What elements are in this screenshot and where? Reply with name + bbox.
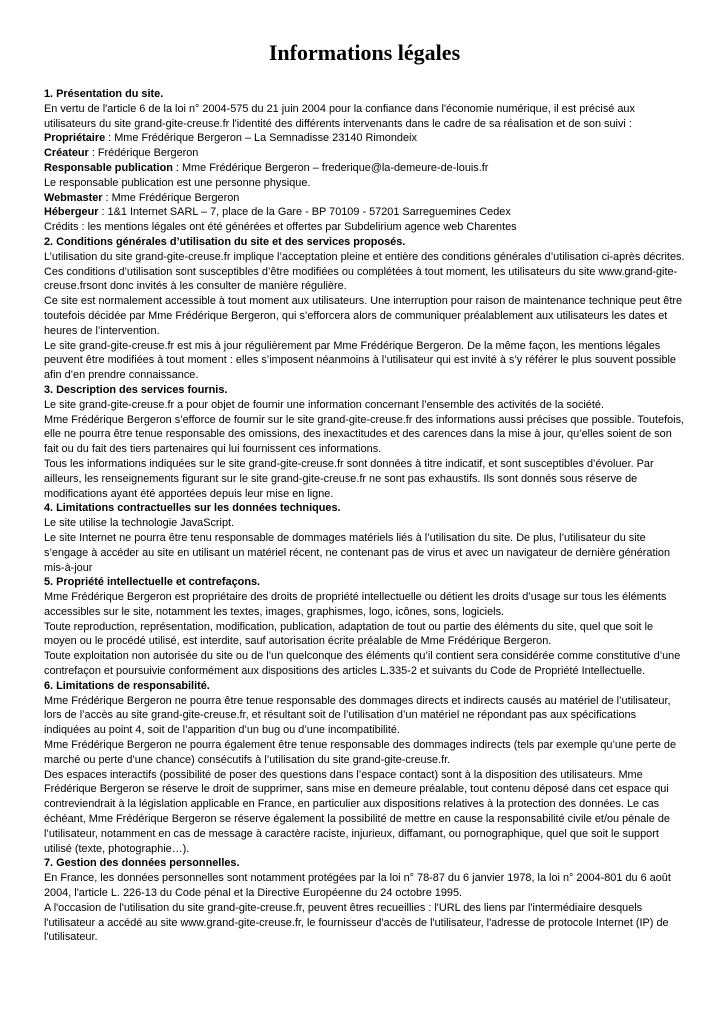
section-5-heading: 5. Propriété intellectuelle et contrefaçons. bbox=[44, 576, 261, 589]
webmaster-label: Webmaster bbox=[44, 191, 103, 204]
section-2-paragraph: Le site grand-gite-creuse.fr est mis à jour régulièrement par Mme Frédérique Bergeron. De la même façon, les mentions légales peuvent être modifiées à tout moment : elles s’imposent néanmoins à l’utilisateur qui est invité à s’y référer le plus souvent possible afin d’en prendre connaissance. bbox=[44, 339, 676, 382]
section-2-heading: 2. Conditions générales d’utilisation du site et des services proposés. bbox=[44, 235, 406, 248]
section-1-intro: En vertu de l'article 6 de la loi n° 2004-575 du 21 juin 2004 pour la confiance dans l'économie numérique, il est précisé aux utilisateurs du site grand-gite-creuse.fr l'identité des différents intervenants dans le cadre de sa réalisation et de son suivi : bbox=[44, 102, 635, 130]
section-5-paragraph: Toute reproduction, représentation, modification, publication, adaptation de tout ou partie des éléments du site, quel que soit le moyen ou le procédé utilisé, est interdite, sauf autorisation écrite préalable de Mme Frédérique Bergeron. bbox=[44, 620, 654, 648]
section-3-paragraph: Tous les informations indiquées sur le site grand-gite-creuse.fr sont données à titre indicatif, et sont susceptibles d’évoluer. Par ailleurs, les renseignements figurant sur le site grand-gite-creuse.fr ne sont pas exhaustifs. Ils sont donnés sous réserve de modifications ayant été apportées depuis leur mise en ligne. bbox=[44, 457, 654, 500]
section-6-paragraph: Mme Frédérique Bergeron ne pourra être tenue responsable des dommages directs et indirects causés au matériel de l’utilisateur, lors de l’accès au site grand-gite-creuse.fr, et résultant soit de l’utilisation d’un matériel ne répondant pas aux spécifications indiquées au point 4, soit de l’apparition d’un bug ou d’une incompatibilité. bbox=[44, 694, 671, 737]
publisher-line bbox=[44, 161, 685, 176]
publisher-label: Responsable publication bbox=[44, 161, 173, 174]
webmaster-value: : Mme Frédérique Bergeron bbox=[102, 191, 240, 204]
creator-label: Créateur bbox=[44, 147, 89, 160]
publisher-value: : Mme Frédérique Bergeron – frederique@la-demeure-de-louis.fr bbox=[172, 161, 489, 174]
publisher-note: Le responsable publication est une personne physique. bbox=[44, 176, 311, 189]
section-3-heading: 3. Description des services fournis. bbox=[44, 383, 228, 396]
section-6-heading: 6. Limitations de responsabilité. bbox=[44, 679, 210, 692]
section-1-heading: 1. Présentation du site. bbox=[44, 88, 164, 100]
section-6-paragraph: Mme Frédérique Bergeron ne pourra également être tenue responsable des dommages indirects (tels par exemple qu’une perte de marché ou perte d’une chance) consécutifs à l’utilisation du site grand-gite-creuse.fr. bbox=[44, 739, 677, 766]
section-6-paragraph: Des espaces interactifs (possibilité de poser des questions dans l’espace contact) sont à la disposition des utilisateurs. Mme Frédérique Bergeron se réserve le droit de supprimer, sans mise en demeure préalable, tout contenu déposé dans cet espace qui contreviendrait à la législation applicable en France, en particulier aux dispositions relatives à la protection des données. Le cas échéant, Mme Frédérique Bergeron se réserve également la possibilité de mettre en cause la responsabilité civile et/ou pénale de l’utilisateur, notamment en cas de message à caractère raciste, injurieux, diffamant, ou pornographique, quel que soit le support utilisé (texte, photographie…). bbox=[44, 768, 670, 855]
section-4-paragraph: Le site Internet ne pourra être tenu responsable de dommages matériels liés à l’utilisation du site. De plus, l’utilisateur du site s’engage à accéder au site en utilisant un matériel récent, ne contenant pas de virus et avec un navigateur de dernière génération mis-à-jour bbox=[44, 531, 671, 574]
owner-label: Propriétaire bbox=[44, 132, 106, 145]
section-4-paragraph: Le site utilise la technologie JavaScript. bbox=[44, 517, 235, 530]
webmaster-line bbox=[44, 191, 685, 206]
page-title: Informations légales bbox=[268, 40, 461, 65]
section-3-paragraph: Le site grand-gite-creuse.fr a pour objet de fournir une information concernant l’ensemble des activités de la société. bbox=[44, 398, 604, 411]
creator-value: : Frédérique Bergeron bbox=[88, 147, 199, 160]
host-line bbox=[44, 205, 685, 220]
host-value: : 1&1 Internet SARL – 7, place de la Gare - BP 70109 - 57201 Sarreguemines Cedex bbox=[98, 206, 511, 219]
section-4-heading: 4. Limitations contractuelles sur les données techniques. bbox=[44, 502, 341, 515]
section-7-paragraph: A l'occasion de l'utilisation du site grand-gite-creuse.fr, peuvent êtres recueillies : l'URL des liens par l'intermédiaire desquels l'utilisateur a accédé au site www.grand-gite-creuse.fr, le fournisseur d'accès de l'utilisateur, l'adresse de protocole Internet (IP) de l'utilisateur. bbox=[44, 901, 669, 944]
section-5-paragraph: Mme Frédérique Bergeron est propriétaire des droits de propriété intellectuelle ou détient les droits d’usage sur tous les éléments accessibles sur le site, notamment les textes, images, graphismes, logo, icônes, sons, logiciels. bbox=[44, 591, 667, 618]
owner-line bbox=[44, 131, 685, 146]
owner-value: : Mme Frédérique Bergeron – La Semnadisse 23140 Rimondeix bbox=[105, 132, 417, 145]
creator-line bbox=[44, 146, 685, 161]
section-5-paragraph: Toute exploitation non autorisée du site ou de l’un quelconque des éléments qu’il contient sera considérée comme constitutive d’une contrefaçon et poursuivie conformément aux dispositions des articles L.335-2 et suivants du Code de Propriété Intellectuelle. bbox=[44, 650, 681, 678]
section-7-heading: 7. Gestion des données personnelles. bbox=[44, 857, 240, 870]
section-7-paragraph: En France, les données personnelles sont notamment protégées par la loi n° 78-87 du 6 janvier 1978, la loi n° 2004-801 du 6 août 2004, l'article L. 226-13 du Code pénal et la Directive Européenne du 24 octobre 1995. bbox=[44, 872, 671, 900]
section-2-paragraph: L’utilisation du site grand-gite-creuse.fr implique l’acceptation pleine et entière des conditions générales d’utilisation ci-après décrites. Ces conditions d’utilisation sont susceptibles d’être modifiées ou complétées à tout moment, les utilisateurs du site www.grand-gite-creuse.frsont donc invités à les consulter de manière régulière. bbox=[44, 250, 685, 293]
host-label: Hébergeur bbox=[44, 206, 99, 219]
credits-line: Crédits : les mentions légales ont été générées et offertes par Subdelirium agence web Charentes bbox=[44, 221, 517, 234]
section-2-paragraph: Ce site est normalement accessible à tout moment aux utilisateurs. Une interruption pour raison de maintenance technique peut être toutefois décidée par Mme Frédérique Bergeron, qui s’efforcera alors de communiquer préalablement aux utilisateurs les dates et heures de l’intervention. bbox=[44, 295, 683, 337]
legal-content bbox=[44, 87, 685, 945]
section-3-paragraph: Mme Frédérique Bergeron s’efforce de fournir sur le site grand-gite-creuse.fr des informations aussi précises que possible. Toutefois, elle ne pourra être tenue responsable des omissions, des inexactitudes et des carences dans la mise à jour, qu’elles soient de son fait ou du fait des tiers partenaires qui lui fournissent ces informations. bbox=[44, 413, 685, 456]
